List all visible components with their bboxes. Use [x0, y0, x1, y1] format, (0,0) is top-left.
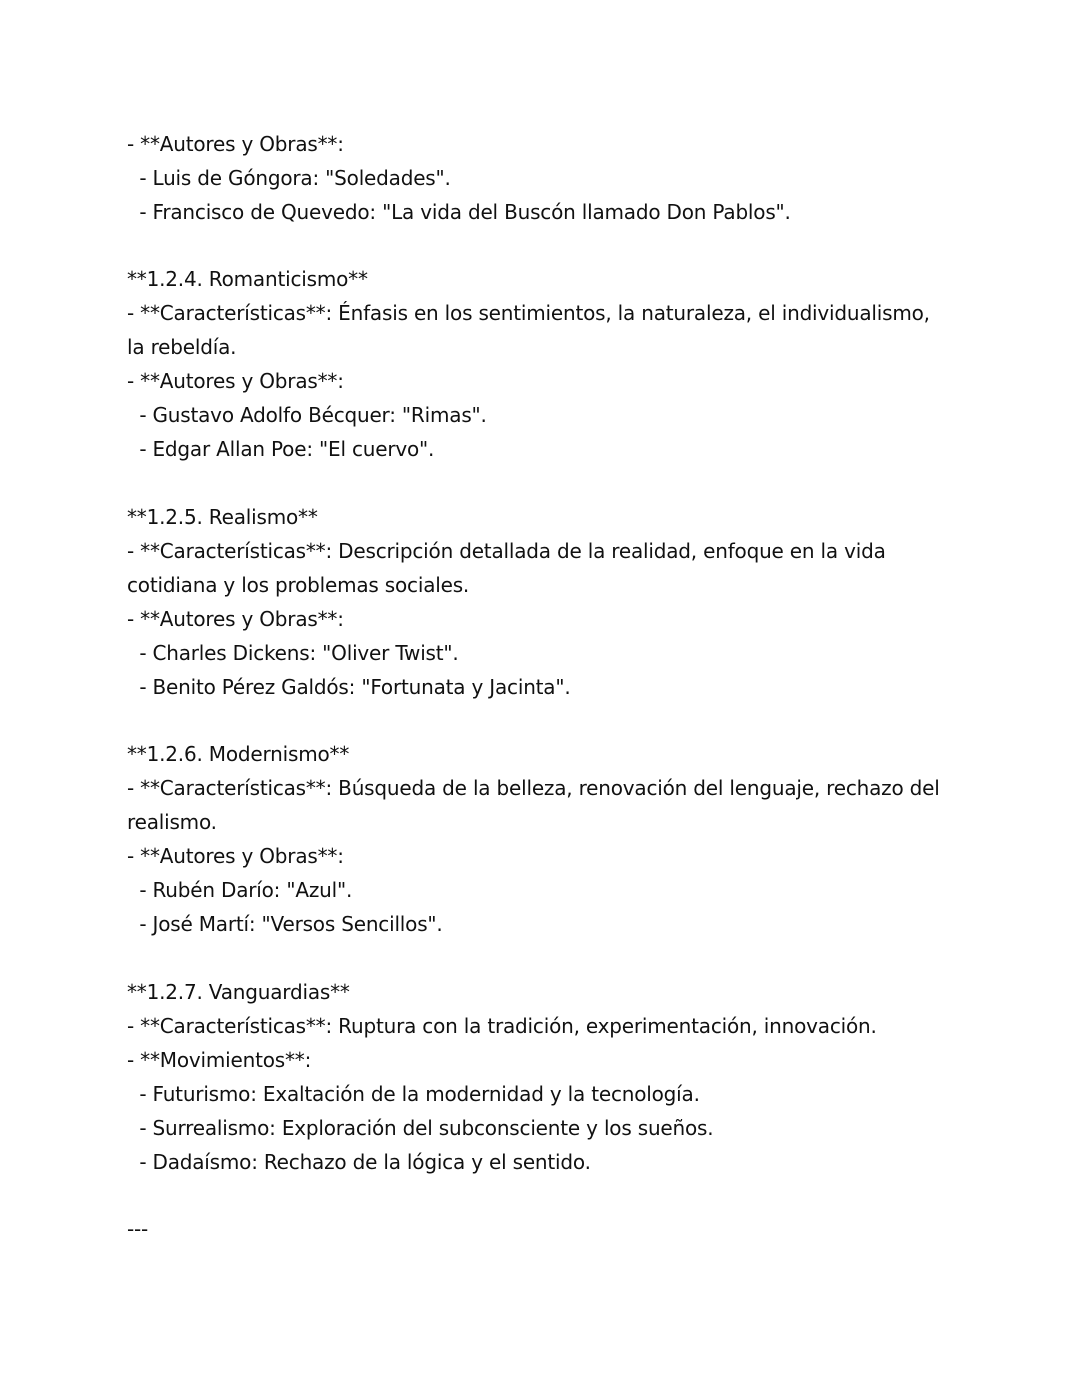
section-modernismo-title: **1.2.6. Modernismo**	[127, 742, 350, 766]
modernismo-work-marti: - José Martí: "Versos Sencillos".	[127, 912, 443, 936]
romanticismo-work-poe: - Edgar Allan Poe: "El cuervo".	[127, 437, 435, 461]
modernismo-characteristics-cont: realismo.	[127, 810, 217, 834]
vanguardias-surrealismo: - Surrealismo: Exploración del subconsciente y los sueños.	[127, 1116, 714, 1140]
section-realismo-title: **1.2.5. Realismo**	[127, 505, 318, 529]
modernismo-work-dario: - Rubén Darío: "Azul".	[127, 878, 353, 902]
romanticismo-characteristics-cont: la rebeldía.	[127, 335, 237, 359]
romanticismo-work-becquer: - Gustavo Adolfo Bécquer: "Rimas".	[127, 403, 487, 427]
section-romanticismo-title: **1.2.4. Romanticismo**	[127, 267, 368, 291]
realismo-work-galdos: - Benito Pérez Galdós: "Fortunata y Jacinta".	[127, 675, 571, 699]
vanguardias-dadaismo: - Dadaísmo: Rechazo de la lógica y el sentido.	[127, 1150, 591, 1174]
modernismo-characteristics: - **Características**: Búsqueda de la belleza, renovación del lenguaje, rechazo del	[127, 776, 940, 800]
barroco-work-quevedo: - Francisco de Quevedo: "La vida del Buscón llamado Don Pablos".	[127, 200, 791, 224]
realismo-authors-heading: - **Autores y Obras**:	[127, 607, 344, 631]
section-vanguardias-title: **1.2.7. Vanguardias**	[127, 980, 350, 1004]
realismo-work-dickens: - Charles Dickens: "Oliver Twist".	[127, 641, 459, 665]
vanguardias-movements-heading: - **Movimientos**:	[127, 1048, 312, 1072]
barroco-authors-heading: - **Autores y Obras**:	[127, 132, 344, 156]
barroco-work-gongora: - Luis de Góngora: "Soledades".	[127, 166, 451, 190]
romanticismo-characteristics: - **Características**: Énfasis en los sentimientos, la naturaleza, el individualismo,	[127, 301, 930, 325]
realismo-characteristics-cont: cotidiana y los problemas sociales.	[127, 573, 470, 597]
modernismo-authors-heading: - **Autores y Obras**:	[127, 844, 344, 868]
vanguardias-futurismo: - Futurismo: Exaltación de la modernidad y la tecnología.	[127, 1082, 700, 1106]
vanguardias-characteristics: - **Características**: Ruptura con la tradición, experimentación, innovación.	[127, 1014, 877, 1038]
realismo-characteristics: - **Características**: Descripción detallada de la realidad, enfoque en la vida	[127, 539, 886, 563]
section-divider: ---	[127, 1217, 149, 1241]
romanticismo-authors-heading: - **Autores y Obras**:	[127, 369, 344, 393]
